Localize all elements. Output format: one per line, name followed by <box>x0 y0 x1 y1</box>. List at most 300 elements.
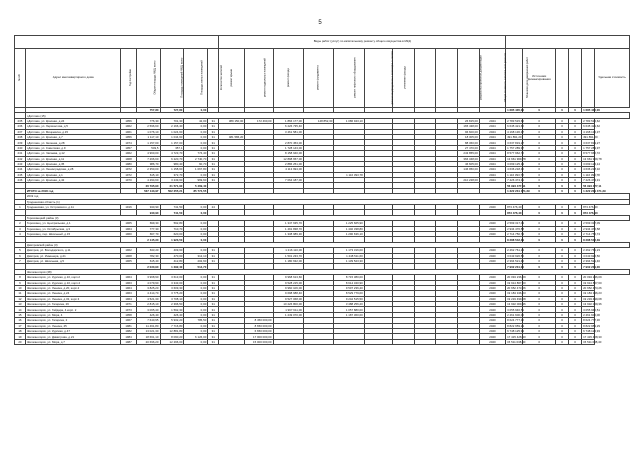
cell-c3: 1 347 635,70 <box>273 221 303 226</box>
cell-f2: 0 <box>556 161 569 166</box>
cell-a3: 0,00 <box>184 302 208 307</box>
cell-c4 <box>303 339 333 344</box>
cell-no: 237 <box>15 129 26 134</box>
cell-a2: 470,00 <box>160 253 184 258</box>
cell-a3: 0,00 <box>184 221 208 226</box>
cell-c5: 9 507 236,40 <box>334 285 364 290</box>
cell-cost: 15 511 038,40 <box>583 339 602 344</box>
cell-r: 31 <box>208 285 219 290</box>
cell-r: 31 <box>208 118 219 123</box>
cell-a3: 0,00 <box>184 285 208 290</box>
cell-f1: 0 <box>523 140 556 145</box>
cell-cost: 3 099 125,14 <box>583 162 600 167</box>
cell-r: 31 <box>208 172 219 177</box>
cell-date: 2024 <box>479 118 505 123</box>
header-residents: Количество жителей <box>208 49 219 108</box>
cell-f1: 0 <box>523 108 556 113</box>
works-group-header: Виды работ (услуг) по капитальному ремонту общего имущества в МКД <box>219 36 506 49</box>
cell-address: Железногорск, ул. Ленина, д.24 <box>25 291 121 296</box>
cell-f3: 0 <box>569 258 582 263</box>
cell-cost: 19 219 499,08 <box>583 296 602 301</box>
cell-a1: 2 815,10 <box>136 302 160 307</box>
cell-a2: 1 592,30 <box>160 307 184 312</box>
cell-cost: 2 462 761,23 <box>583 248 600 253</box>
cell-c5: 1 057 880,00 <box>334 307 364 312</box>
cell-year: 1972 <box>121 172 136 177</box>
cell-total: 243 855,00 <box>458 151 480 156</box>
section-label: Гродненская область (1) <box>25 199 629 204</box>
cell-address: Железногорск, ул. Димитрова, д.21 <box>25 334 121 339</box>
cell-date: 2020 <box>479 312 505 317</box>
cell-sum: 1 757 289,97 <box>507 145 524 150</box>
cell-c5: 8 614 340,90 <box>334 280 364 285</box>
cell-date: 2020 <box>479 253 505 258</box>
cell-f3: 0 <box>569 318 582 323</box>
cell-c5: 1 086 943,10 <box>334 118 364 123</box>
cell-c3: 8 158 940,00 <box>273 151 303 156</box>
cell-r: 31 <box>208 161 219 166</box>
cell-f2: 0 <box>556 237 569 242</box>
cell-c3: 1 249 070,00 <box>273 312 303 317</box>
cell-c3: 9 698 688,40 <box>273 291 303 296</box>
cell-address: Гродненская, ул. Островского, д.11 <box>25 205 121 210</box>
cell-a2: 409,60 <box>160 248 184 253</box>
cell-a3: 0,00 <box>184 307 208 312</box>
cell-no: 238 <box>15 134 26 139</box>
cell-sum: 8 624 777,30 <box>507 318 524 323</box>
cell-a2: 3 708,10 <box>160 296 184 301</box>
cell-total: 146 950,00 <box>458 167 480 172</box>
cell-no: 241 <box>15 151 26 156</box>
cell-a1: 4 079,90 <box>136 280 160 285</box>
cell-address: г.Дятлово, ул. Красная, д.7 <box>25 134 121 139</box>
cell-date: 2024 <box>479 140 505 145</box>
cell-f3: 0 <box>569 296 582 301</box>
cell-a1: 777,30 <box>136 226 160 231</box>
cell-year: 1970 <box>121 178 136 183</box>
cell-a1: 4 521,30 <box>136 296 160 301</box>
cell-a1: 1 117,10 <box>136 134 160 139</box>
cell-cost: 8 822 959,29 <box>583 323 600 328</box>
cell-a3: 0,00 <box>184 237 208 242</box>
cell-total: 18 305,00 <box>458 134 480 139</box>
cell-sum: 4 636 218,32 <box>507 167 524 172</box>
cell-a3: 0,00 <box>184 226 208 231</box>
cell-r: 31 <box>208 318 219 323</box>
cell-year: 1961 <box>121 129 136 134</box>
cell-a3: 0,00 <box>184 291 208 296</box>
cell-year: 1980 <box>121 161 136 166</box>
cell-f3: 0 <box>569 188 582 193</box>
cell-a1: 7 266,60 <box>136 156 160 161</box>
cell-year: 1964 <box>121 296 136 301</box>
header-address: Адрес многоквартирного дома <box>25 49 121 108</box>
cell-address: г.Дятлово, ул. Красная, д.11 <box>25 156 121 161</box>
cell-r: 31 <box>208 178 219 183</box>
cell-a3: 0,00 <box>184 108 208 113</box>
cell-r: 31 <box>208 302 219 307</box>
cell-f1: 0 <box>523 258 556 263</box>
cell-a1: 13 021,30 <box>136 329 160 334</box>
cell-cost: 2 934 476,58 <box>583 226 600 231</box>
header-basement: ремонт подвальных помещений <box>245 49 273 108</box>
section-label: Дмитровский район (3) <box>25 242 629 247</box>
cell-f3: 0 <box>569 178 582 183</box>
cell-f2: 0 <box>556 188 569 193</box>
cell-year: 1964 <box>121 285 136 290</box>
cell-f2: 0 <box>556 124 569 129</box>
cell-a2: 8 090,20 <box>160 334 184 339</box>
cell-a1: 633,20 <box>136 248 160 253</box>
cell-f1: 0 <box>523 280 556 285</box>
cell-a1: 537 143,97 <box>136 188 160 193</box>
cell-sum: 1 322 231 471,39 <box>507 189 530 194</box>
cell-f1: 0 <box>523 226 556 231</box>
cell-year: 1974 <box>121 140 136 145</box>
cell-r: 31 <box>208 258 219 263</box>
cell-a2: 21 571,90 <box>160 183 184 188</box>
cell-f1: 0 <box>523 237 556 242</box>
cell-c3: 1 501 233,70 <box>273 253 303 258</box>
cell-sum: 20 652 473,26 <box>507 286 526 291</box>
cell-address: Железногорск, ул. Курская, д.47 <box>25 329 121 334</box>
cell-sum: 1 685 435,00 <box>507 108 524 113</box>
cell-a1: 699,30 <box>136 221 160 226</box>
cell-c5: 8 529 779,00 <box>334 291 364 296</box>
cell-f3: 0 <box>569 285 582 290</box>
cell-a2: 3 613,00 <box>160 275 184 280</box>
cell-no: 4 <box>15 231 26 236</box>
cell-address: Дмитров, ул. Инженера, д.21 <box>25 253 121 258</box>
cell-f3: 0 <box>569 156 582 161</box>
cell-a1: 4 960,00 <box>136 151 160 156</box>
cell-c3: 1 728 143,00 <box>273 145 303 150</box>
cell-f2: 0 <box>556 140 569 145</box>
cell-c3: 9 527 068,00 <box>273 296 303 301</box>
header-lift: ремонт лифтового оборудования <box>334 49 364 108</box>
cell-c2: 172 460,00 <box>245 118 273 123</box>
cell-f1: 0 <box>523 231 556 236</box>
cell-f1: 0 <box>523 118 556 123</box>
cell-f2: 0 <box>556 285 569 290</box>
cell-f3: 0 <box>569 307 582 312</box>
cell-total: 96 600,00 <box>458 129 480 134</box>
section-label: Гороховецкий район (3) <box>25 215 629 220</box>
cell-cost: 2 461 600,00 <box>583 313 600 318</box>
cell-f2: 0 <box>556 312 569 317</box>
cell-a1: 26 795,90 <box>136 183 160 188</box>
cell-cost: 2 714 750,74 <box>583 232 600 237</box>
cell-no: 243 <box>15 161 26 166</box>
header-heat: ремонт внутридомовых инженерных систем <box>364 49 392 108</box>
cell-year: 1958 <box>121 312 136 317</box>
cell-sum: 2 461 600,00 <box>507 313 524 318</box>
cell-f1: 0 <box>523 248 556 253</box>
cell-a2: 592,80 <box>160 221 184 226</box>
cell-a2: 3 343,00 <box>160 280 184 285</box>
cell-sum: 13 661 969,78 <box>507 156 526 161</box>
cell-a1: 4 294,60 <box>136 178 160 183</box>
cell-f3: 0 <box>569 312 582 317</box>
cell-f2: 0 <box>556 226 569 231</box>
cell-f1: 0 <box>523 221 556 226</box>
cell-c1: 389 150,00 <box>219 118 245 123</box>
cell-a3: 1 067,80 <box>184 167 208 172</box>
cell-a3: 0,00 <box>184 296 208 301</box>
cell-f3: 0 <box>569 172 582 177</box>
cell-f3: 0 <box>569 280 582 285</box>
cell-a2: 1 292,40 <box>160 264 184 269</box>
cell-f1: 0 <box>523 183 556 188</box>
cell-r: 31 <box>208 124 219 129</box>
header-area-living: Площадь жилых помещений <box>184 49 208 108</box>
cell-a3: 0,00 <box>184 312 208 317</box>
cell-r: 31 <box>208 156 219 161</box>
cell-cost: 13 932 009,36 <box>583 302 602 307</box>
cell-a3: 0,00 <box>184 329 208 334</box>
cell-no: 3 <box>15 226 26 231</box>
cell-year: 1982 <box>121 329 136 334</box>
cell-a1: 667,70 <box>136 231 160 236</box>
cell-year: 1963 <box>121 280 136 285</box>
cell-r: 31 <box>208 134 219 139</box>
cell-address: г.Дятлово, ул. Лермонтова, д.5 <box>25 124 121 129</box>
cell-f3: 0 <box>569 167 582 172</box>
cell-cost: 2 599 317,09 <box>583 221 600 226</box>
cell-f2: 0 <box>556 108 569 113</box>
section-label: г.Дятлово (15) <box>25 113 629 118</box>
cell-date: 2020 <box>479 329 505 334</box>
cell-c3: 1 338 989,30 <box>273 231 303 236</box>
cell-year: 1916 <box>121 205 136 210</box>
cell-cost: 8 624 777,30 <box>583 318 600 323</box>
cell-r: 31 <box>208 334 219 339</box>
cell-a2: 502 255,21 <box>160 188 184 193</box>
cell-cost: 4 168 136,37 <box>583 129 600 134</box>
cell-c3: 1 180 632,00 <box>273 258 303 263</box>
cell-cost: 6 748 125,93 <box>583 329 600 334</box>
header-no: № п/п <box>15 49 26 108</box>
cell-a1: 3 968,90 <box>136 275 160 280</box>
cell-c3: 7 064 187,00 <box>273 178 303 183</box>
cell-f1: 0 <box>523 302 556 307</box>
cell-no: 16 <box>15 318 26 323</box>
cell-cost: 2 783 515,62 <box>583 118 600 123</box>
cell-f1: 0 <box>523 329 556 334</box>
cell-year: 1964 <box>121 275 136 280</box>
cell-f3: 0 <box>569 248 582 253</box>
cell-a3: 60,70 <box>184 161 208 166</box>
cell-c2: 17 000 000,00 <box>245 334 273 339</box>
cell-r: 31 <box>208 323 219 328</box>
cell-c2: 15 000 000,00 <box>245 339 273 344</box>
cell-a1: 615,10 <box>136 172 160 177</box>
cell-date: 2020 <box>479 339 505 344</box>
cell-sum: 17 415 428,30 <box>507 334 526 339</box>
cell-sum: 2 714 750,74 <box>507 232 524 237</box>
cell-no: 5 <box>15 248 26 253</box>
cell-r: 31 <box>208 151 219 156</box>
cell-sum: 3 055 946,51 <box>507 307 524 312</box>
cell-sum: 7 426 474,31 <box>507 178 524 183</box>
cell-f3: 0 <box>569 275 582 280</box>
cell-c3: 9 960 106,00 <box>273 285 303 290</box>
cell-f2: 0 <box>556 129 569 134</box>
cell-f2: 0 <box>556 302 569 307</box>
cell-empty <box>364 339 392 344</box>
cell-total: 165 438,00 <box>458 124 480 129</box>
cell-address: Железногорск, ул. Курская, д.10, корп.4 <box>25 280 121 285</box>
cell-f2: 0 <box>556 323 569 328</box>
cell-f1: 0 <box>523 285 556 290</box>
cell-f3: 0 <box>569 302 582 307</box>
header-area-total: Общая площадь МКД, всего <box>136 49 160 108</box>
cell-date: 2020 <box>479 296 505 301</box>
table-header-group-row <box>15 36 630 49</box>
cell-a2: 6 220,70 <box>160 156 184 161</box>
cell-sum: 2 462 761,23 <box>507 248 524 253</box>
cell-a3: 969,60 <box>184 178 208 183</box>
cell-a1: 18 661,10 <box>136 334 160 339</box>
cell-a3: 6 126,00 <box>184 334 208 339</box>
cell-total: 27 470,00 <box>458 145 480 150</box>
cell-address: Железногорск, ул. Гагарина, 26 <box>25 302 121 307</box>
cell-total: 46 605,00 <box>458 161 480 166</box>
cell-address: Железногорск, ул. Курская, д.10, корп.2 <box>25 275 121 280</box>
cell-a1: 986,70 <box>136 161 160 166</box>
cell-f2: 0 <box>556 134 569 139</box>
cell-f3: 0 <box>569 226 582 231</box>
cell-a1: 4 414,70 <box>136 291 160 296</box>
cell-date: 2024 <box>479 151 505 156</box>
cell-address: Железногорск, ул. Гайдара, 4 корп. 2 <box>25 307 121 312</box>
cell-c5: 1 173 316,00 <box>334 248 364 253</box>
cell-a3: 0,00 <box>184 210 208 215</box>
cell-sum: 873 476,40 <box>507 205 522 210</box>
cell-c5: 1 187 360,00 <box>334 312 364 317</box>
cell-f2: 0 <box>556 156 569 161</box>
cell-cost: 8 577 962,72 <box>583 151 600 156</box>
cell-year: 1957 <box>121 145 136 150</box>
cell-sum: 56 994 477,11 <box>507 183 526 188</box>
cell-cost: 7 902 231,00 <box>583 264 600 269</box>
cell-f3: 0 <box>569 108 582 113</box>
cell-date: 2020 <box>479 248 505 253</box>
cell-f1: 0 <box>523 318 556 323</box>
cell-year: 1962 <box>121 124 136 129</box>
cell-year: 1968 <box>121 156 136 161</box>
cell-no: 10 <box>15 285 26 290</box>
cell-a2: 1 157,00 <box>160 140 184 145</box>
cell-cost: 7 426 474,31 <box>583 178 600 183</box>
cell-c3: 1 216 110,00 <box>273 248 303 253</box>
cell-f2: 0 <box>556 253 569 258</box>
cell-a2: 4 723,70 <box>160 151 184 156</box>
cell-empty <box>414 339 436 344</box>
cell-address: г.Дятлово, ул. Советская, д.9 <box>25 145 121 150</box>
cell-cost: 13 661 969,78 <box>583 156 602 161</box>
cell-a1: 2 030,90 <box>136 264 160 269</box>
cell-f3: 0 <box>569 264 582 269</box>
cell-a1: 1 157,00 <box>136 140 160 145</box>
cell-c5: 3 488 256,20 <box>334 302 364 307</box>
cell-a1: 776,30 <box>136 118 160 123</box>
cell-a1: 426,40 <box>136 312 160 317</box>
cell-no: 9 <box>15 280 26 285</box>
cell-sum: 3 637 819,27 <box>507 140 524 145</box>
cell-a2: 12 296,00 <box>160 339 184 344</box>
cell-c1: 481 586,20 <box>219 134 245 139</box>
cell-f3: 0 <box>569 237 582 242</box>
cell-address: Дмитров, ул. Володарского, д.11 <box>25 248 121 253</box>
cell-cost: 20 094 236,09 <box>583 275 602 280</box>
cell-no: 1 <box>15 205 26 210</box>
cell-c3: 1 866 177,00 <box>273 118 303 123</box>
cell-f2: 0 <box>556 210 569 215</box>
cell-date: 2020 <box>479 258 505 263</box>
cell-address: Железногорск, ул. Мира, 4 <box>25 312 121 317</box>
cell-f2: 0 <box>556 339 569 344</box>
cell-no: 13 <box>15 302 26 307</box>
cell-c5: 1 440 338,80 <box>334 226 364 231</box>
cell-sum: 873 476,40 <box>507 210 522 215</box>
cell-f1: 0 <box>523 151 556 156</box>
cell-year: 1960 <box>121 231 136 236</box>
cell-year: 1981 <box>121 323 136 328</box>
cell-c3 <box>273 339 303 344</box>
cell-date: 2024 <box>479 156 505 161</box>
cell-cost: 6 645 421,62 <box>583 124 600 129</box>
cell-address: Железногорск, ул. Ленина, 45 <box>25 323 121 328</box>
cell-c3: 1 491 838,70 <box>273 226 303 231</box>
cell-f1: 0 <box>523 161 556 166</box>
cell-r: 31 <box>208 167 219 172</box>
cell-f1: 0 <box>523 334 556 339</box>
cell-a1: 2 350,00 <box>136 167 160 172</box>
cell-f1: 0 <box>523 339 556 344</box>
cell-a3: 0,00 <box>184 280 208 285</box>
cell-year: 1956 <box>121 134 136 139</box>
cell-f3: 0 <box>569 205 582 210</box>
cell-c3: 1 967 611,00 <box>273 307 303 312</box>
cell-f3: 0 <box>569 134 582 139</box>
cell-f1: 0 <box>523 172 556 177</box>
cell-a1: 20 696,20 <box>136 339 160 344</box>
cell-date: 2020 <box>479 221 505 226</box>
cell-year: 1956 <box>121 118 136 123</box>
cell-no: 8 <box>15 275 26 280</box>
cell-a3: 0,00 <box>184 145 208 150</box>
cell-a1: 7 640,95 <box>136 318 160 323</box>
cell-cost: 3 043 926,50 <box>583 253 600 258</box>
cell-address: г.Дятлово, ул. Красная, д.1 <box>25 172 121 177</box>
cell-c5: 8 715 380,00 <box>334 275 364 280</box>
cell-address: Железногорск, ул. Гагарина, 2 <box>25 318 121 323</box>
cell-a2: 5 932,20 <box>160 318 184 323</box>
header-total-cost: Общая стоимость капитального ремонта <box>479 49 505 108</box>
cell-r: 31 <box>208 275 219 280</box>
cell-f3: 0 <box>569 210 582 215</box>
cell-f2: 0 <box>556 221 569 226</box>
cell-sum: 7 902 231,00 <box>507 264 524 269</box>
cell-c2: 6 650 000,00 <box>245 329 273 334</box>
header-design: разработка проектной документации <box>458 49 480 108</box>
cell-a3: 0,00 <box>184 172 208 177</box>
cell-f1: 0 <box>523 312 556 317</box>
cell-cost: 873 476,40 <box>583 205 598 210</box>
cell-f2: 0 <box>556 167 569 172</box>
cell-no: 7 <box>15 258 26 263</box>
